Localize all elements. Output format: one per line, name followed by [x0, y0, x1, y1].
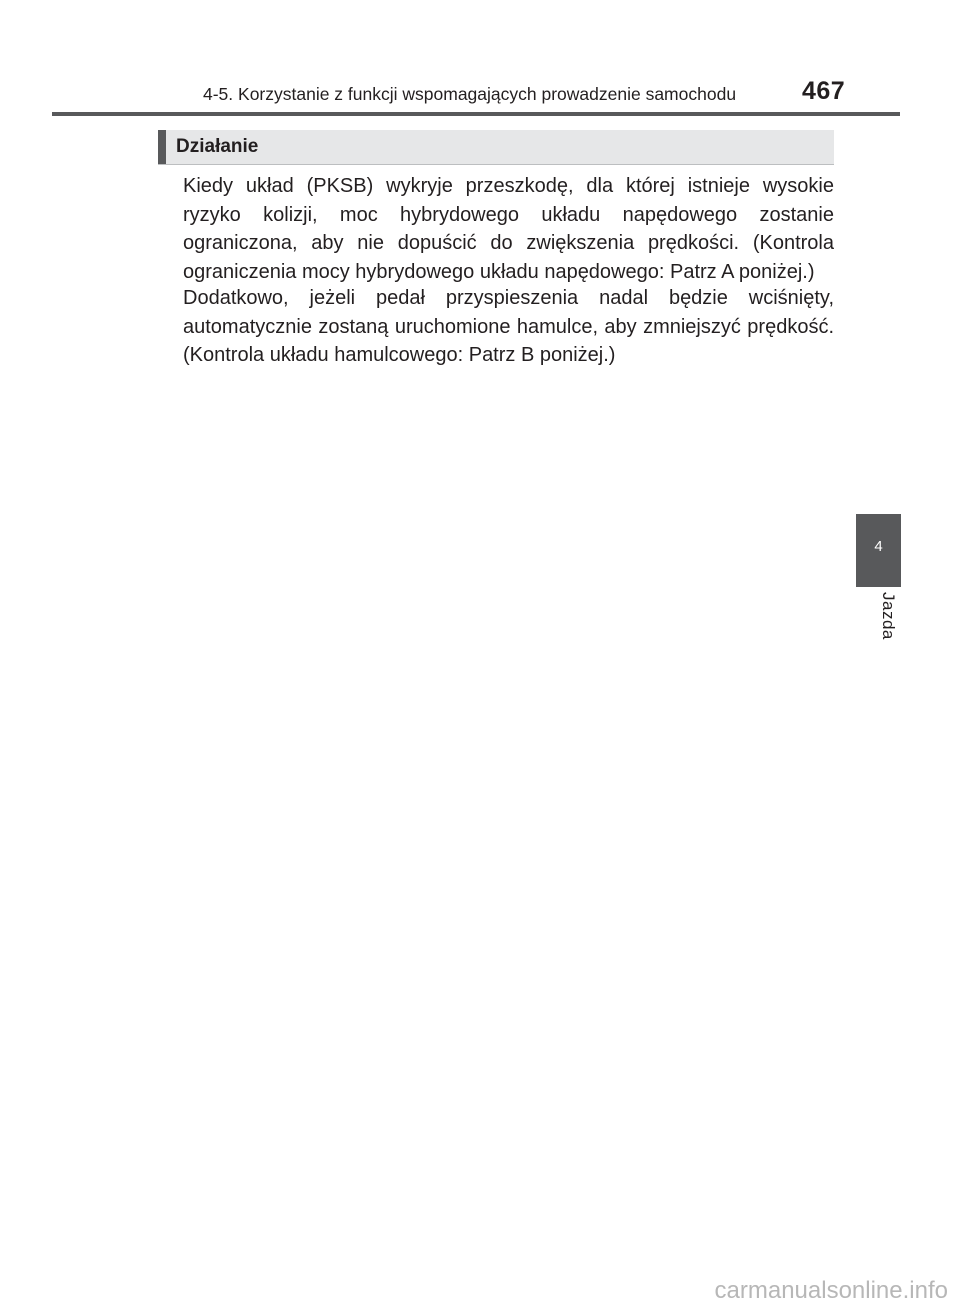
body-paragraph-2: Dodatkowo, jeżeli pedał przyspieszenia nadal będzie wciśnięty, automatycznie zostaną uruchomione hamulce, aby zmniejszyć prędkość. (Kontrola układu hamulcowego: Patrz B poniżej.): [183, 287, 834, 366]
chapter-tab: [856, 514, 901, 587]
section-heading-accent: [158, 130, 166, 164]
section-heading-bar: [158, 130, 834, 165]
chapter-title: 4-5. Korzystanie z funkcji wspomagających prowadzenie samochodu: [203, 84, 737, 104]
body-paragraph-1: Kiedy układ (PKSB) wykryje przeszkodę, dla której istnieje wysokie ryzyko kolizji, moc hybrydowego układu napędowego zostanie ograniczona, aby nie dopuścić do zwiększenia prędkości. (Kontrola ograniczenia mocy hybrydowego układu napędowego: Patrz A poniżej.): [183, 175, 834, 283]
page-number: 467: [802, 77, 846, 105]
chapter-tab-number: 4: [874, 538, 883, 555]
watermark: carmanualsonline.info: [714, 1277, 948, 1304]
chapter-tab-label: Jazda: [879, 592, 898, 640]
section-title: Działanie: [176, 136, 259, 157]
header-divider: [52, 112, 900, 116]
